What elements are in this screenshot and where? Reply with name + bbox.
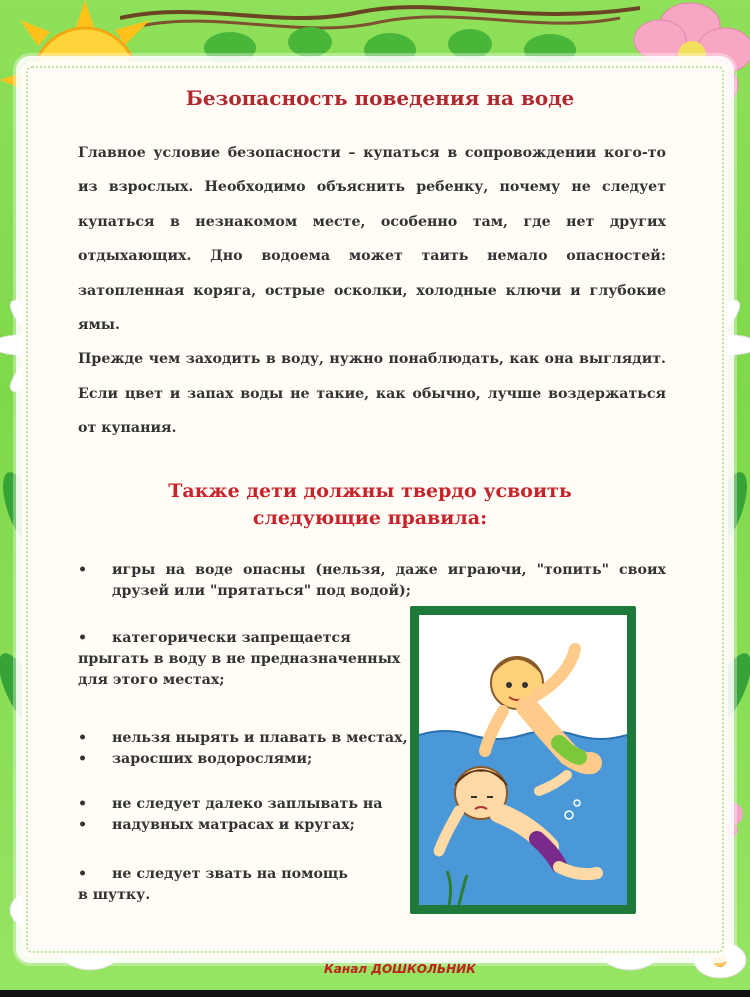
bullet-icon: • [78,817,88,833]
list-item [78,560,666,602]
rule-text: не следует далеко заплывать на надувных матрасах и кругах; [112,796,383,833]
intro-paragraph-2: Прежде чем заходить в воду, нужно понаблюдать, как она выглядит. Если цвет и запах воды не такие, как обычно, лучше воздержаться от купания. [78,351,666,437]
list-item [78,728,413,770]
rule-text: категорически запрещается [112,630,351,646]
intro-paragraph-1: Главное условие безопасности – купаться в сопровождении кого-то из взрослых. Необходимо объяснить ребенку, почему не следует купаться в незнакомом месте, особенно там, где нет других отдыхающих. Дно водоема может таить немало опасностей: затопленная коряга, острые осколки, холодные ключи и глубокие ямы. [78,145,666,334]
bullet-icon: • [78,730,88,746]
bullet-icon: • [78,630,88,646]
children-swimming-illustration [410,606,636,914]
bullet-icon: • [78,562,88,578]
leaf-icon [204,27,576,67]
intro-text [78,136,666,446]
rules-heading-line-2: следующие правила: [252,507,488,529]
bottom-bar [0,990,750,997]
rule-text-continued: в шутку. [78,887,151,903]
footer-channel-label: Канал ДОШКОЛЬНИК [324,962,476,976]
bullet-icon: • [78,866,88,882]
swimming-kids-image [419,615,627,905]
rules-heading-line-1: Также дети должны твердо усвоить [168,480,572,502]
rules-heading [120,478,620,532]
rule-text: нельзя нырять и плавать в местах, заросших водорослями; [112,730,408,767]
illustration-canvas [419,615,627,905]
list-item [78,628,413,691]
rule-text-continued: прыгать в воду в не предназначенных для этого местах; [78,651,401,688]
rule-text: не следует звать на помощь [112,866,348,882]
rule-text: игры на воде опасны (нельзя, даже играючи, "топить" своих друзей или "прятаться" под водой); [112,562,666,599]
bullet-icon: • [78,751,88,767]
page-title: Безопасность поведения на воде [185,86,575,110]
bullet-icon: • [78,796,88,812]
list-item [78,864,413,906]
list-item [78,794,413,836]
